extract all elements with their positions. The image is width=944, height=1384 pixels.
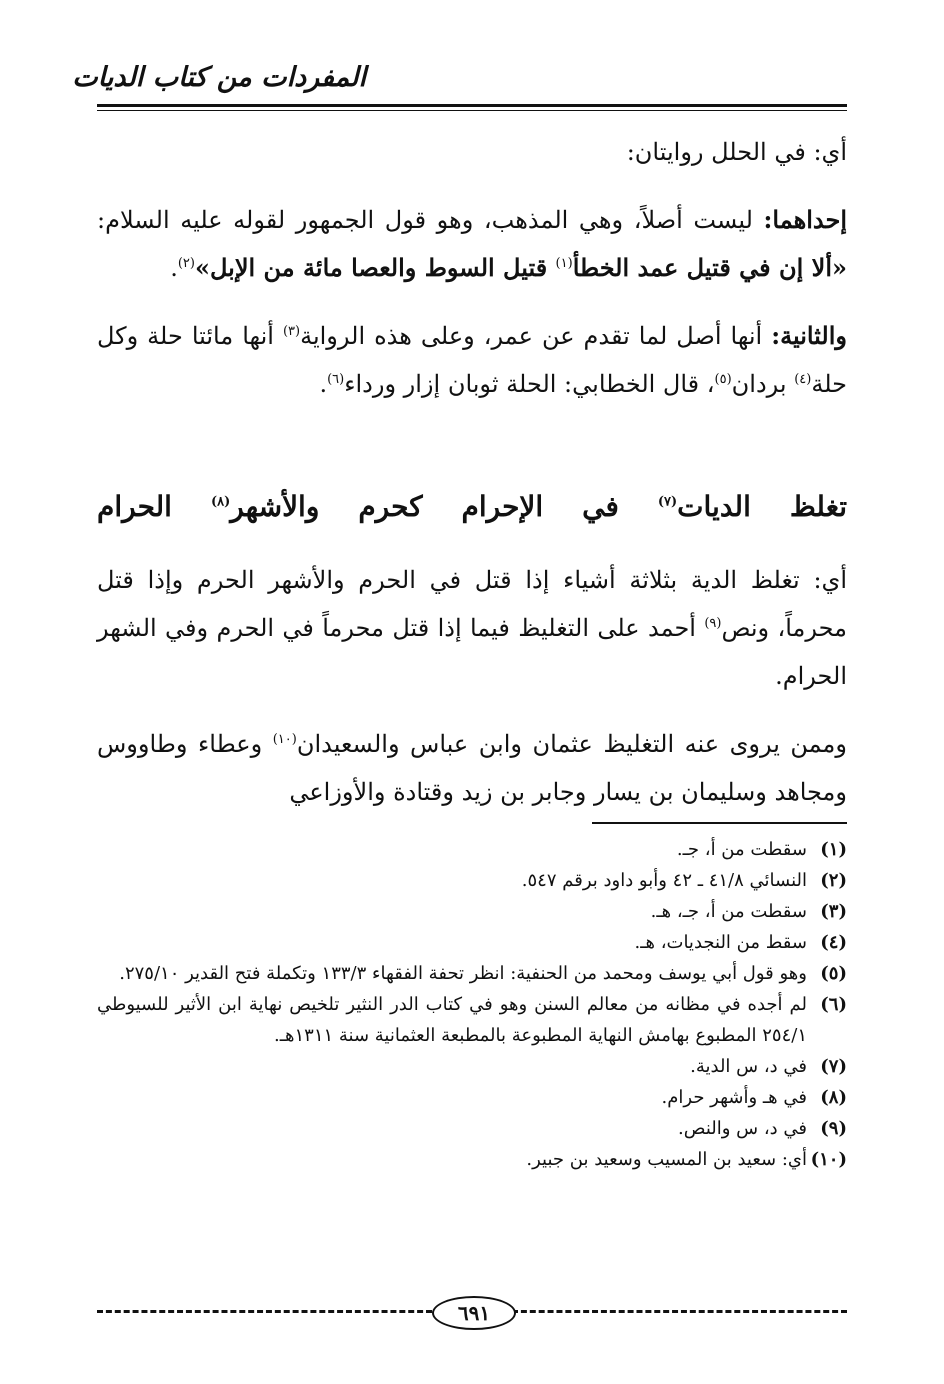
footnote-text: في د، س والنص. bbox=[678, 1118, 807, 1139]
footnote-number: (٦) bbox=[820, 994, 847, 1015]
first-text: ليست أصلاً، وهي المذهب، وهو قول الجمهور لقوله عليه السلام: bbox=[97, 206, 764, 234]
footnote-item bbox=[97, 865, 847, 896]
footnote-number: (٥) bbox=[820, 963, 847, 984]
footnote-item bbox=[97, 989, 847, 1051]
footnote-number: (٢) bbox=[820, 870, 847, 891]
main-text bbox=[97, 128, 847, 408]
footnote-text: في د، س الدية. bbox=[690, 1056, 807, 1077]
footnote-text: في هـ وأشهر حرام. bbox=[661, 1087, 807, 1108]
paragraph-third bbox=[97, 556, 847, 700]
footnote-text: وهو قول أبي يوسف ومحمد من الحنفية: انظر تحفة الفقهاء ١٣٣/٣ وتكملة فتح القدير ٢٧٥/١٠. bbox=[119, 963, 807, 984]
main-text-2 bbox=[97, 556, 847, 816]
label-first: إحداهما: bbox=[763, 205, 847, 234]
heading-part-1: تغلظ الديات bbox=[677, 490, 847, 523]
footnote-number: (١٠) bbox=[810, 1149, 847, 1170]
footnote-item bbox=[97, 927, 847, 958]
hadith-quote-2: قتيل السوط والعصا مائة من الإبل» bbox=[194, 253, 556, 282]
footnote-item bbox=[97, 834, 847, 865]
footnote-number: (٤) bbox=[820, 932, 847, 953]
footnote-item bbox=[97, 1113, 847, 1144]
footnote-number: (٨) bbox=[820, 1087, 847, 1108]
third-text-2: أحمد على التغليظ فيما إذا قتل محرماً في الحرم وفي الشهر الحرام. bbox=[97, 614, 847, 690]
footnote-separator bbox=[592, 822, 847, 824]
footnote-text: لم أجده في مظانه من معالم السنن وهو في كتاب الدر النثير تلخيص نهاية ابن الأثير للسيوطي ٢٥٤/١ المطبوع بهامش النهاية المطبوعة بالمطبعة العثمانية سنة ١٣١١هـ. bbox=[97, 994, 807, 1046]
footnote-item bbox=[97, 896, 847, 927]
hadith-quote: «ألا إن في قتيل عمد الخطأ bbox=[572, 253, 847, 282]
footnote-item bbox=[97, 1051, 847, 1082]
footnote-marker-3: (٣) bbox=[282, 324, 301, 339]
page-footer bbox=[97, 1296, 847, 1330]
paragraph-fourth bbox=[97, 720, 847, 816]
heading-part-3: الحرام bbox=[97, 490, 211, 523]
second-text-1: أنها أصل لما تقدم عن عمر، وعلى هذه الرواية bbox=[300, 322, 772, 350]
paragraph-intro: أي: في الحلل روايتان: bbox=[626, 138, 847, 166]
footnote-marker-2: (٢) bbox=[177, 256, 195, 271]
running-header-title: المفردات من كتاب الديات bbox=[72, 62, 366, 93]
section-heading bbox=[97, 490, 847, 523]
footnote-text: سقط من النجديات، هـ. bbox=[634, 932, 807, 953]
footnote-number: (٣) bbox=[820, 901, 847, 922]
header-rule-bottom bbox=[97, 110, 847, 111]
page-number: ٦٩١ bbox=[432, 1296, 516, 1330]
footnote-text: سقطت من أ، جـ. bbox=[676, 839, 807, 860]
footnote-item bbox=[97, 1082, 847, 1113]
fourth-text-2: وعطاء وطاووس ومجاهد وسليمان بن يسار وجابر بن زيد وقتادة والأوزاعي bbox=[97, 730, 847, 806]
footnote-marker-9: (٩) bbox=[704, 616, 722, 631]
second-text-3: بردان bbox=[731, 370, 795, 398]
footnote-marker-8: (٨) bbox=[210, 494, 231, 510]
footnote-marker-6: (٦) bbox=[327, 372, 345, 387]
footnote-marker-1: (١) bbox=[555, 256, 573, 271]
second-text-2: أنها مائتا حلة وكل حلة bbox=[97, 322, 847, 398]
footnote-marker-7: (٧) bbox=[657, 494, 678, 510]
footnote-item bbox=[97, 1144, 847, 1175]
fourth-text-1: وممن يروى عنه التغليظ عثمان وابن عباس والسعيدان bbox=[296, 730, 847, 758]
footnote-number: (١) bbox=[820, 839, 847, 860]
third-text-1: أي: تغلظ الدية بثلاثة أشياء إذا قتل في الحرم والأشهر الحرم وإذا قتل محرماً، ونص bbox=[97, 566, 847, 642]
label-second: والثانية: bbox=[771, 321, 847, 350]
footer-dash-left bbox=[97, 1310, 432, 1313]
period: . bbox=[319, 370, 328, 398]
paragraph-second bbox=[97, 312, 847, 408]
paragraph-first bbox=[97, 196, 847, 292]
footnote-marker-4: (٤) bbox=[794, 372, 812, 387]
footnote-marker-5: (٥) bbox=[714, 372, 732, 387]
footnotes bbox=[97, 834, 847, 1175]
second-text-4: ، قال الخطابي: الحلة ثوبان إزار ورداء bbox=[344, 370, 715, 398]
footnote-text: أي: سعيد بن المسيب وسعيد بن جبير. bbox=[526, 1149, 807, 1170]
footnote-number: (٧) bbox=[820, 1056, 847, 1077]
footnote-text: النسائي ٤١/٨ ـ ٤٢ وأبو داود برقم ٥٤٧. bbox=[521, 870, 807, 891]
header-rule-top bbox=[97, 104, 847, 107]
heading-part-2: في الإحرام كحرم والأشهر bbox=[230, 490, 658, 523]
footnote-text: سقطت من أ، جـ، هـ. bbox=[650, 901, 807, 922]
footer-dash-right bbox=[512, 1310, 847, 1313]
footnote-item bbox=[97, 958, 847, 989]
footnote-number: (٩) bbox=[820, 1118, 847, 1139]
footnote-marker-10: (١٠) bbox=[272, 732, 297, 747]
period: . bbox=[170, 254, 178, 282]
